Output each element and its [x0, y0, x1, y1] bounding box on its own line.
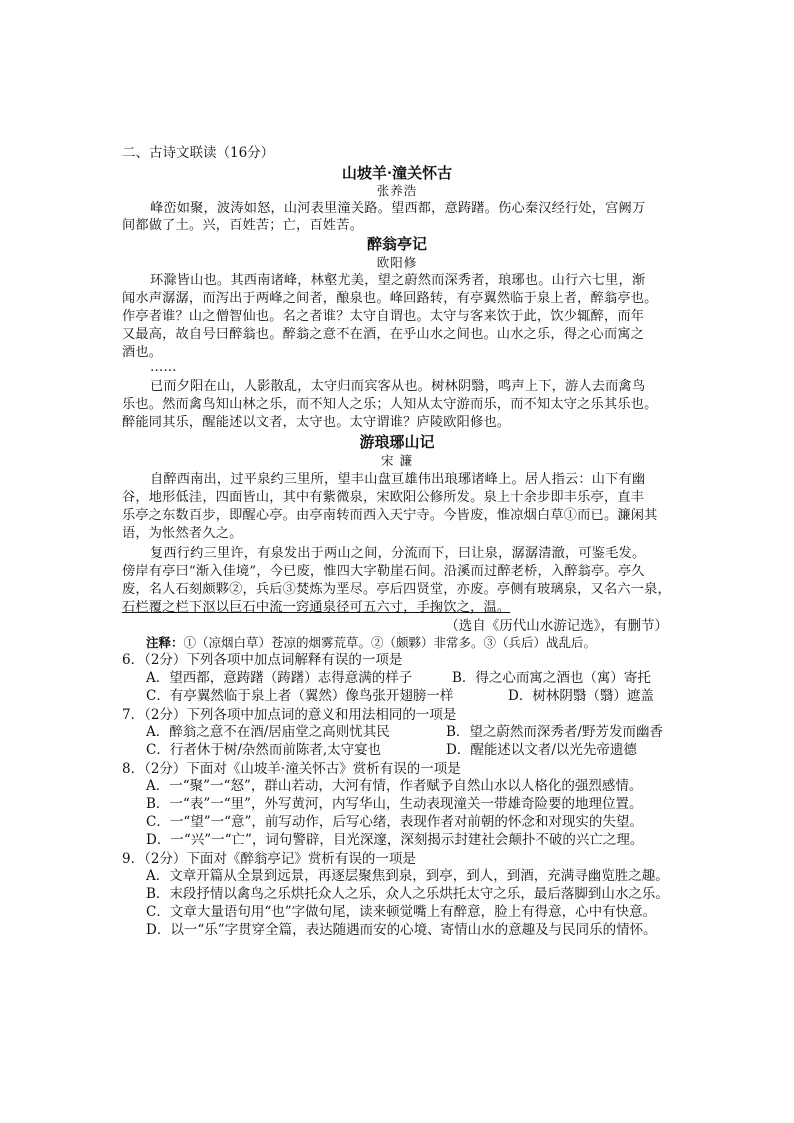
essay2-line: 语，为怅然者久之。 [122, 526, 243, 541]
essay1-title: 醉翁亭记 [366, 235, 427, 253]
essay2-line: 自醉西南出，过平泉约三里所，望丰山盘亘雄伟出琅琊诸峰上。居人指云：山下有幽 [150, 472, 646, 487]
question-7-stem: 7．（2分）下列各项中加点词的意义和用法相同的一项是 [122, 707, 457, 723]
essay2-source: （选自《历代山水游记选》，有删节） [445, 618, 668, 634]
question-9-stem: 9．（2分）下面对《醉翁亭记》赏析有误的一项是 [122, 851, 416, 867]
question-6-stem: 6．（2分）下列各项中加点词解释有误的一项是 [122, 652, 403, 668]
essay1-author: 欧阳修 [376, 255, 418, 270]
essay2-underlined-line: 石栏覆之栏下沤以巨石中流一窍通泉径可五六寸，手掬饮之，温。 [122, 600, 511, 615]
question-7-option-d[interactable]: D．醒能述以文者/以光先帝遗德 [446, 742, 637, 758]
essay1-line: 酒也。 [122, 345, 163, 360]
essay1-line: 又最高，故自号曰醉翁也。醉翁之意不在酒，在乎山水之间也。山水之乐，得之心而寓之 [122, 327, 645, 342]
essay1-line: 乐也。然而禽鸟知山林之乐，而不知人之乐；人知从太守游而乐，而不知太守之乐其乐也。 [122, 397, 658, 412]
essay1-line: 环滁皆山也。其西南诸峰，林壑尤美，望之蔚然而深秀者，琅琊也。山行六七里，渐 [150, 273, 646, 288]
section-heading: 二、古诗文联读（16分） [122, 145, 275, 161]
question-7-option-b[interactable]: B．望之蔚然而深秀者/野芳发而幽香 [446, 724, 663, 740]
essay1-line: 作亭者谁？山之僧智仙也。名之者谁？太守自谓也。太守与客来饮于此，饮少辄醉，而年 [122, 309, 645, 324]
question-8-option-a[interactable]: A．一“聚”一“怒”，群山若动，大河有情，作者赋予自然山水以人格化的强烈感情。 [146, 778, 643, 794]
question-8-option-d[interactable]: D．一“兴”一“亡”，词句警辟，目光深邃，深刻揭示封建社会颠扑不破的兴亡之理。 [146, 832, 644, 848]
question-9-option-c[interactable]: C．文章大量语句用“也”字做句尾，读来顿觉嘴上有醉意，脸上有得意，心中有快意。 [146, 904, 657, 920]
essay2-author: 宋 濂 [381, 453, 413, 468]
question-6-option-a[interactable]: A．望西都，意踌躇（踌躇）志得意满的样子 [146, 670, 413, 686]
essay2-title: 游琅琊山记 [359, 433, 435, 451]
question-6-option-d[interactable]: D．树林阴翳（翳）遮盖 [508, 688, 654, 704]
question-6-option-c[interactable]: C．有亭翼然临于泉上者（翼然）像鸟张开翅膀一样 [146, 688, 454, 704]
essay1-ellipsis: …… [150, 360, 177, 375]
question-7-option-a[interactable]: A．醉翁之意不在酒/居庙堂之高则忧其民 [146, 724, 390, 740]
essay2-line: 谷，地形低洼，四面皆山，其中有紫微泉，宋欧阳公修所发。泉上十余步即丰乐亭，直丰 [122, 490, 645, 505]
question-8-option-b[interactable]: B．一“表”一“里”，外写黄河，内写华山，生动表现潼关一带雄奇险要的地理位置。 [146, 796, 643, 812]
question-6-option-b[interactable]: B．得之心而寓之酒也（寓）寄托 [452, 670, 651, 686]
question-9-option-a[interactable]: A．文章开篇从全景到远景，再逐层聚焦到泉，到亭，到人，到酒，充满寻幽览胜之趣。 [146, 868, 669, 884]
poem-author: 张养浩 [376, 183, 418, 198]
question-7-option-c[interactable]: C．行者休于树/杂然而前陈者,太守宴也 [146, 742, 382, 758]
notes-text: ①（凉烟白草）苍凉的烟雾荒草。②（颇夥）非常多。③（兵后）战乱后。 [183, 635, 597, 650]
essay1-line: 已而夕阳在山，人影散乱，太守归而宾客从也。树林阴翳，鸣声上下，游人去而禽鸟 [150, 379, 646, 394]
question-8-stem: 8．（2分）下面对《山坡羊·潼关怀古》赏析有误的一项是 [122, 761, 461, 777]
essay2-line: 乐亭之东数百步，即醒心亭。由亭南转而西入天宁寺。今皆废，惟凉烟白草①而已。濂闲其 [122, 508, 658, 523]
essay2-line: 废，名人石刻颇夥②，兵后③焚炼为垩尽。亭后四贤堂，亦废。亭侧有玻璃泉，又名六一泉， [122, 582, 671, 597]
question-8-option-c[interactable]: C．一“望”一“意”，前写动作，后写心绪，表现作者对前朝的怀念和对现实的失望。 [146, 814, 643, 830]
essay2-line: 傍岸有亭曰“渐入佳境”，今已废，惟四大字勒崖石间。沿溪而过醉老桥，入醉翁亭。亭久 [122, 564, 645, 579]
notes-label: 注释： [146, 635, 184, 650]
question-9-option-d[interactable]: D．以一“乐”字贯穿全篇，表达随遇而安的心境、寄情山水的意趣及与民同乐的情怀。 [146, 922, 657, 938]
poem-line: 间都做了土。兴，百姓苦；亡，百姓苦。 [122, 218, 363, 233]
poem-title: 山坡羊·潼关怀古 [341, 164, 453, 182]
poem-line: 峰峦如聚，波涛如怒，山河表里潼关路。望西都，意踌躇。伤心秦汉经行处，宫阙万 [150, 201, 646, 216]
question-9-option-b[interactable]: B．末段抒情以禽鸟之乐烘托众人之乐，众人之乐烘托太守之乐，最后落脚到山水之乐。 [146, 886, 669, 902]
essay1-line: 闻水声潺潺，而泻出于两峰之间者，酿泉也。峰回路转，有亭翼然临于泉上者，醉翁亭也。 [122, 291, 658, 306]
notes [146, 634, 596, 651]
essay2-line: 复西行约三里许，有泉发出于两山之间，分流而下，曰让泉，潺潺清澈，可鉴毛发。 [150, 546, 646, 561]
essay1-line: 醉能同其乐，醒能述以文者，太守也。太守谓谁？庐陵欧阳修也。 [122, 415, 511, 430]
